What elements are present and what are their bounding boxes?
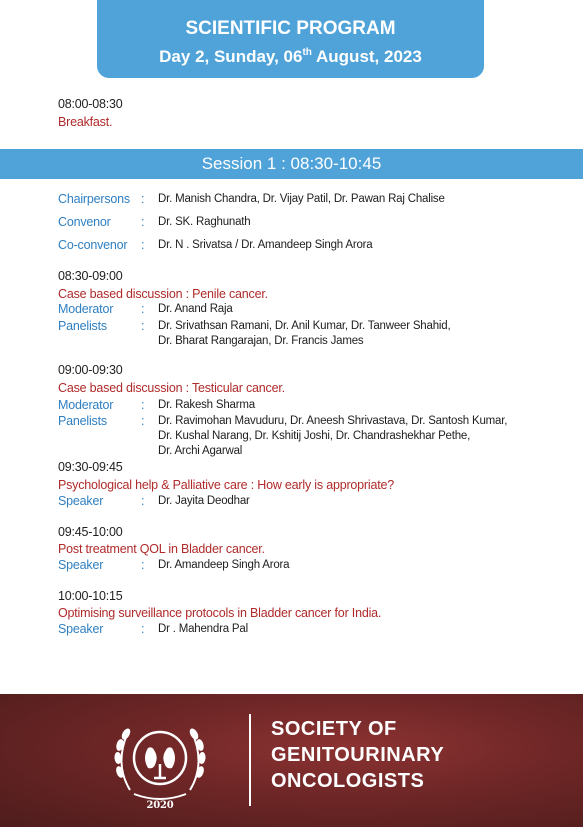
role-label: Speaker (58, 622, 104, 636)
role-person: Dr. Archi Agarwal (158, 445, 243, 457)
society-logo-icon (108, 712, 212, 812)
convenor-value: Dr. SK. Raghunath (158, 216, 251, 228)
talk-time: 09:45-10:00 (58, 525, 123, 539)
colon: : (141, 192, 145, 206)
session-title-bar: Session 1 : 08:30-10:45 (0, 149, 583, 179)
date-superscript: th (302, 47, 312, 58)
colon: : (141, 622, 145, 636)
colon: : (141, 302, 145, 316)
program-title: SCIENTIFIC PROGRAM (185, 18, 396, 39)
date-suffix: August, 2023 (311, 47, 422, 66)
talk-title: Optimising surveillance protocols in Bladder cancer for India. (58, 606, 382, 620)
society-name-line3: ONCOLOGISTS (271, 770, 425, 792)
talk-title: Post treatment QOL in Bladder cancer. (58, 542, 265, 556)
role-person: Dr. Anand Raja (158, 303, 233, 315)
role-label: Speaker (58, 558, 104, 572)
convenor-label: Convenor (58, 215, 111, 229)
role-person: Dr. Ravimohan Mavuduru, Dr. Aneesh Shrivastava, Dr. Santosh Kumar, (158, 415, 508, 427)
colon: : (141, 319, 145, 333)
role-label: Moderator (58, 302, 114, 316)
role-label: Speaker (58, 494, 104, 508)
date-prefix: Day 2, Sunday, 06 (159, 47, 303, 66)
co-convenor-value: Dr. N . Srivatsa / Dr. Amandeep Singh Arora (158, 239, 373, 251)
society-name-line2: GENITOURINARY (271, 744, 445, 766)
program-date (97, 47, 484, 67)
role-person: Dr . Mahendra Pal (158, 623, 248, 635)
co-convenor-label: Co-convenor (58, 238, 128, 252)
breakfast-time: 08:00-08:30 (58, 97, 123, 111)
role-person: Dr. Amandeep Singh Arora (158, 559, 290, 571)
role-person: Dr. Rakesh Sharma (158, 399, 255, 411)
role-person: Dr. Srivathsan Ramani, Dr. Anil Kumar, Dr. Tanweer Shahid, (158, 320, 451, 332)
program-header (97, 0, 484, 78)
colon: : (141, 215, 145, 229)
role-label: Moderator (58, 398, 114, 412)
society-footer (0, 694, 583, 827)
role-person: Dr. Jayita Deodhar (158, 495, 250, 507)
footer-divider (249, 714, 251, 806)
talk-time: 09:30-09:45 (58, 460, 123, 474)
colon: : (141, 414, 145, 428)
talk-title: Case based discussion : Testicular cancer. (58, 381, 285, 395)
colon: : (141, 238, 145, 252)
talk-time: 09:00-09:30 (58, 363, 123, 377)
role-label: Panelists (58, 319, 107, 333)
society-name-line1: SOCIETY OF (271, 718, 397, 740)
role-label: Panelists (58, 414, 107, 428)
colon: : (141, 398, 145, 412)
talk-title: Case based discussion : Penile cancer. (58, 287, 268, 301)
chairpersons-label: Chairpersons (58, 192, 130, 206)
role-person: Dr. Kushal Narang, Dr. Kshitij Joshi, Dr. Chandrashekhar Pethe, (158, 430, 471, 442)
role-person: Dr. Bharat Rangarajan, Dr. Francis James (158, 335, 364, 347)
talk-time: 10:00-10:15 (58, 589, 123, 603)
chairpersons-value: Dr. Manish Chandra, Dr. Vijay Patil, Dr. Pawan Raj Chalise (158, 193, 445, 205)
colon: : (141, 558, 145, 572)
talk-time: 08:30-09:00 (58, 269, 123, 283)
breakfast-label: Breakfast. (58, 115, 113, 129)
talk-title: Psychological help & Palliative care : How early is appropriate? (58, 478, 394, 492)
logo-year: 2020 (146, 800, 174, 811)
colon: : (141, 494, 145, 508)
